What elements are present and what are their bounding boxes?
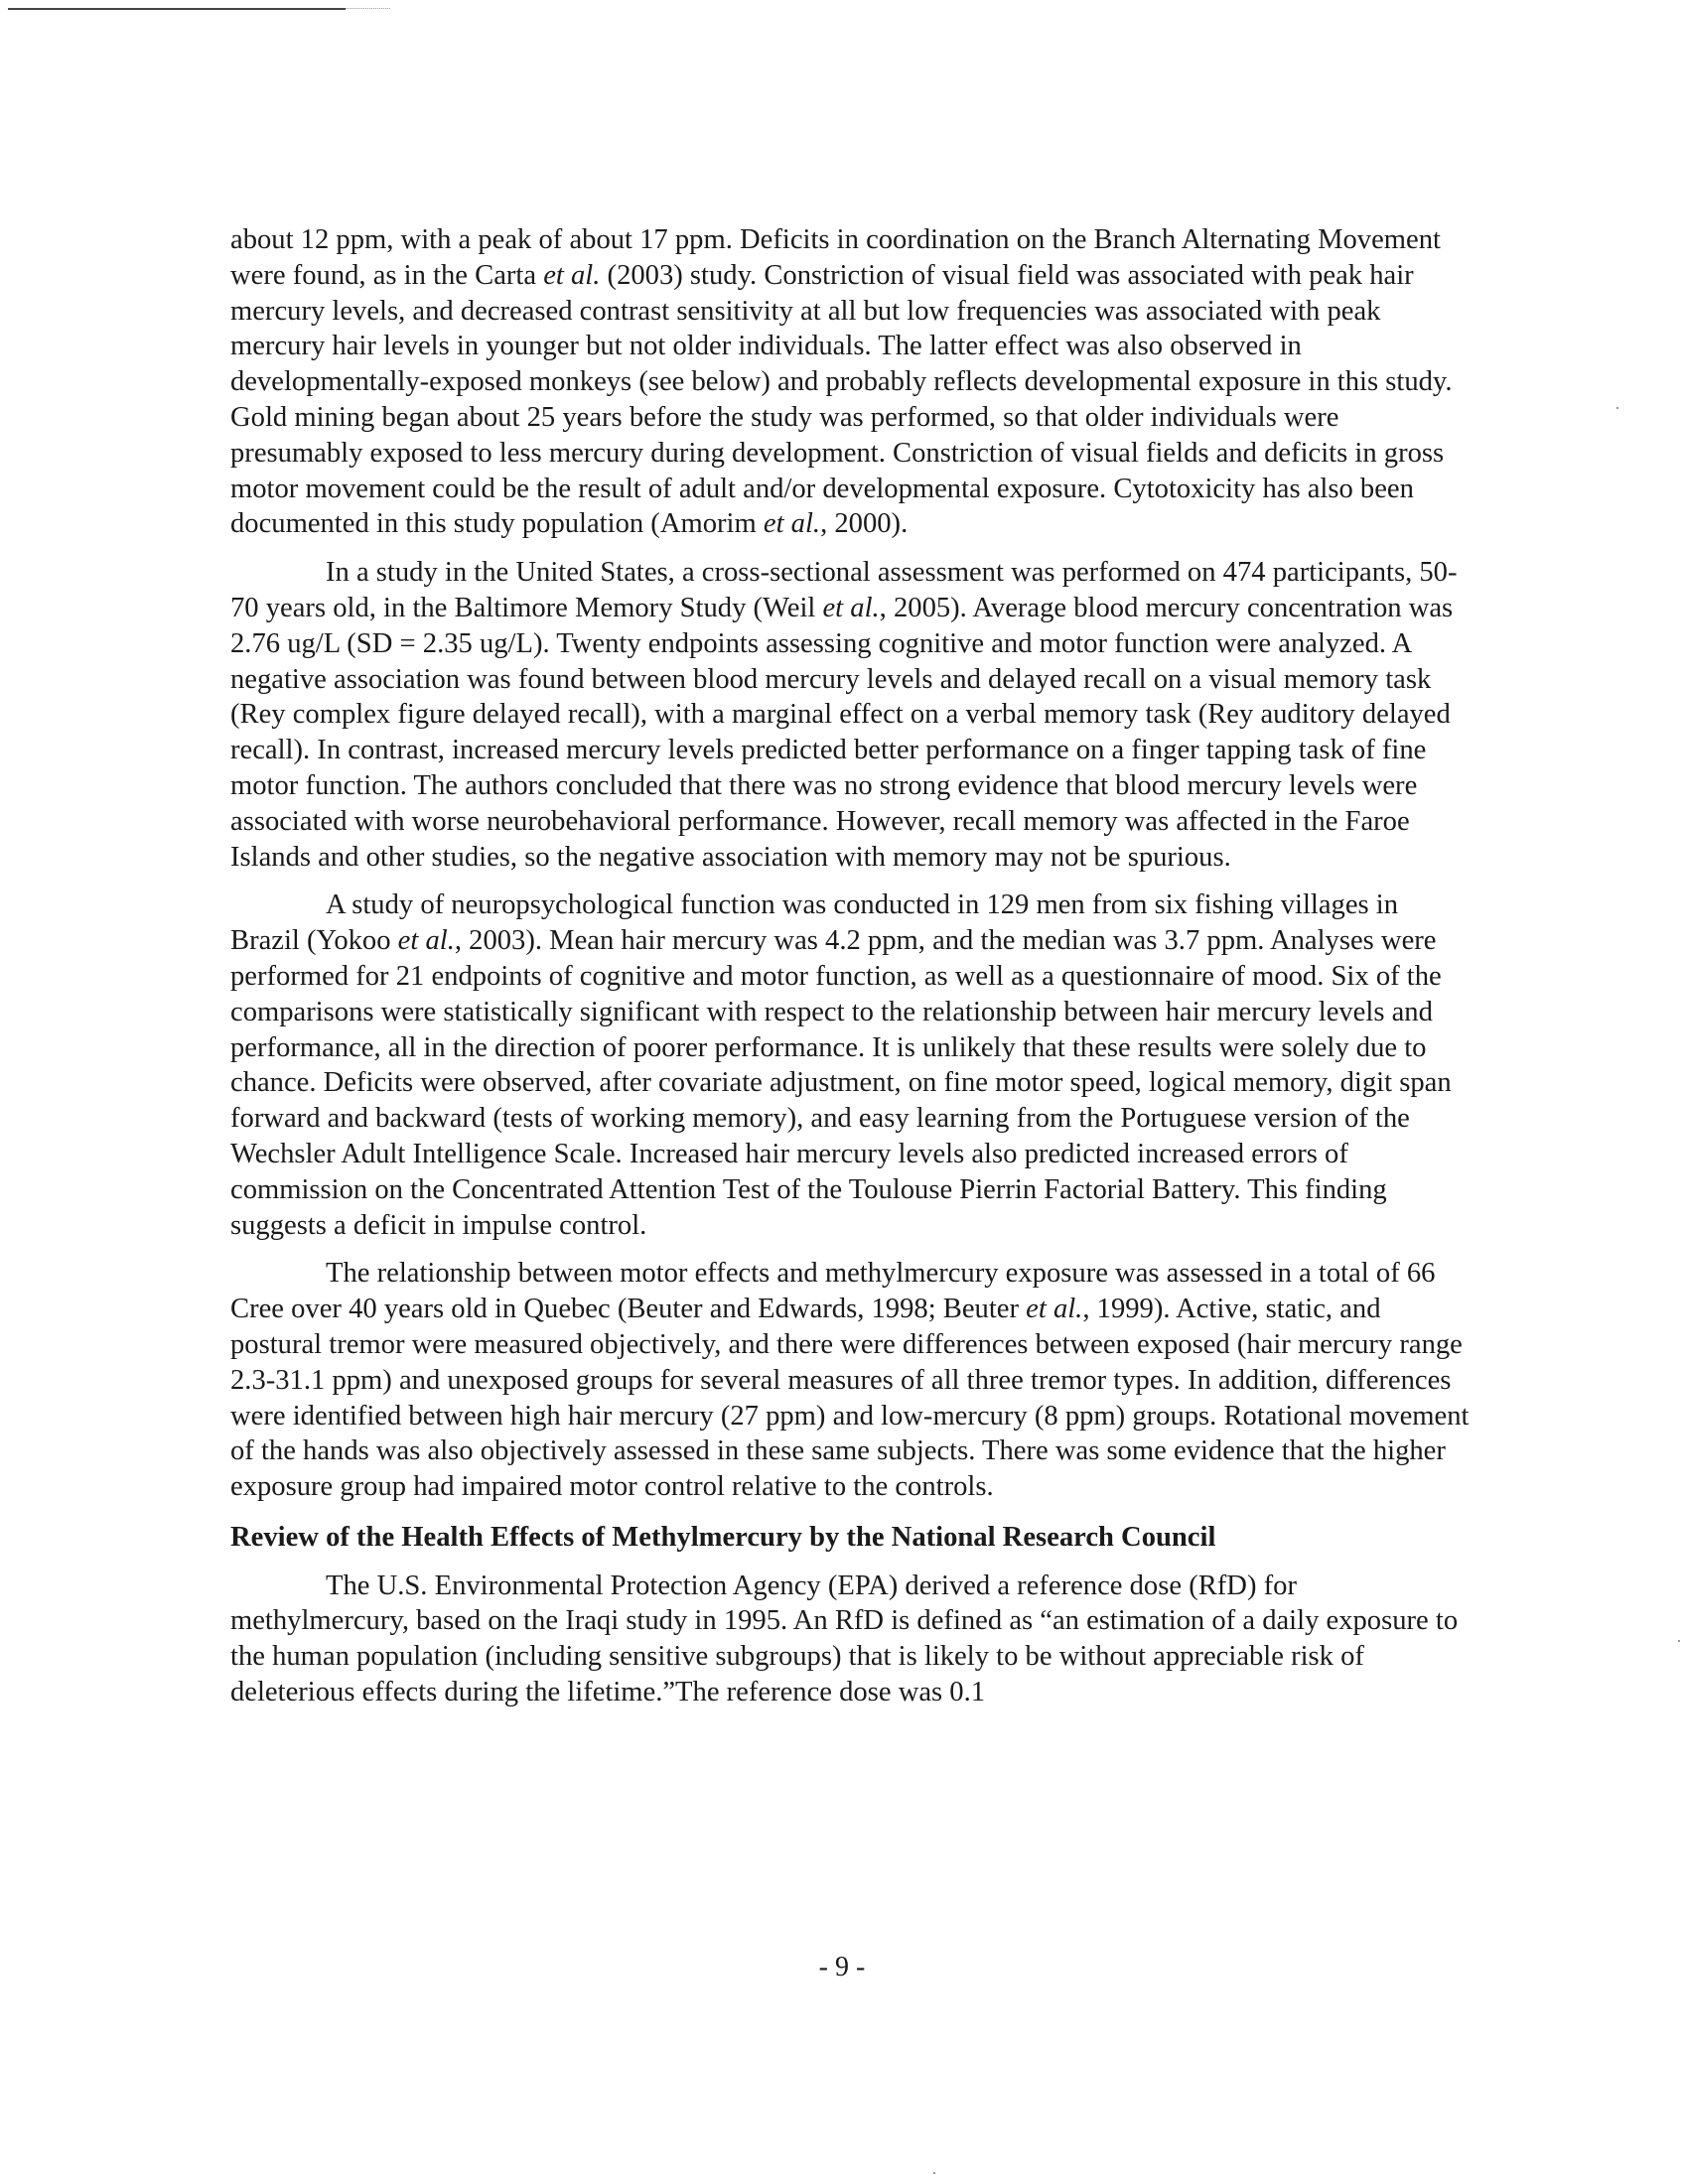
paragraph-text: The U.S. Environmental Protection Agency (EPA) derived a reference dose (RfD) for methylmercury, based on the Iraqi study in 1995. An RfD is defined as “an estimation of a daily exposure to the human population (including sensitive subgroups) that is likely to be without appreciable risk of deleterious effects during the lifetime.”The reference dose was 0.1 xyxy=(230,1570,1459,1708)
paragraph-text: , 2000). xyxy=(820,508,909,540)
scan-speck xyxy=(933,2172,935,2174)
paragraph-p4 xyxy=(230,1256,1470,1505)
paragraph-text: , 2003). Mean hair mercury was 4.2 ppm, and the median was 3.7 ppm. Analyses were performed for 21 endpoints of cognitive and motor function, as well as a questionnaire of mood. Six of the comparisons were statistically significant with respect to the relationship between hair mercury levels and performance, all in the direction of poorer performance. It is unlikely that these results were solely due to chance. Deficits were observed, after covariate adjustment, on fine motor speed, logical memory, digit span forward and backward (tests of working memory), and easy learning from the Portuguese version of the Wechsler Adult Intelligence Scale. Increased hair mercury levels also predicted increased errors of commission on the Concentrated Attention Test of the Toulouse Pierrin Factorial Battery. This finding suggests a deficit in impulse control. xyxy=(230,925,1452,1241)
paragraph-p1 xyxy=(230,222,1470,542)
paragraph-p5 xyxy=(230,1569,1470,1710)
citation-et-al: et al. xyxy=(763,508,821,540)
paragraph-p3 xyxy=(230,887,1470,1243)
section-heading: Review of the Health Effects of Methylmercury by the National Research Council xyxy=(230,1521,1216,1553)
paragraph-text: In a study in the United States, a cross-sectional assessment was performed on 474 participants, 50-70 years old, in the Baltimore Memory Study (Weil xyxy=(230,557,1458,623)
scan-speck xyxy=(1678,1640,1680,1642)
top-rule xyxy=(8,8,346,10)
body-paragraphs-after-heading xyxy=(230,1569,1470,1710)
body-paragraphs xyxy=(230,222,1470,1505)
paragraph-text: , 2005). Average blood mercury concentration was 2.76 ug/L (SD = 2.35 ug/L). Twenty endpoints assessing cognitive and motor function were analyzed. A negative association was found between blood mercury levels and delayed recall on a visual memory task (Rey complex figure delayed recall), with a marginal effect on a verbal memory task (Rey auditory delayed recall). In contrast, increased mercury levels predicted better performance on a finger tapping task of fine motor function. The authors concluded that there was no strong evidence that blood mercury levels were associated with worse neurobehavioral performance. However, recall memory was affected in the Faroe Islands and other studies, so the negative association with memory may not be spurious. xyxy=(230,592,1454,873)
citation-et-al: et al. xyxy=(397,925,455,957)
paragraph-text: (2003) study. Constriction of visual field was associated with peak hair mercury levels, and decreased contrast sensitivity at all but low frequencies was associated with peak mercury hair levels in younger but not older individuals. The latter effect was also observed in developmentally-exposed monkeys (see below) and probably reflects developmental exposure in this study. Gold mining began about 25 years before the study was performed, so that older individuals were presumably exposed to less mercury during development. Constriction of visual fields and deficits in gross motor movement could be the result of adult and/or developmental exposure. Cytotoxicity has also been documented in this study population (Amorim xyxy=(230,259,1453,540)
citation-et-al: et al. xyxy=(1026,1294,1083,1325)
paragraph-p2 xyxy=(230,555,1470,875)
scan-speck xyxy=(1616,407,1618,409)
paragraph-text: about 12 ppm, with a peak of about 17 ppm. Deficits in coordination on the Branch Alternating Movement were found, as in the Carta xyxy=(230,224,1441,291)
page-number: - 9 - xyxy=(818,1952,866,1982)
paragraph-text: , 1999). Active, static, and postural tremor were measured objectively, and there were differences between exposed (hair mercury range 2.3-31.1 ppm) and unexposed groups for several measures of all three tremor types. In addition, differences were identified between high hair mercury (27 ppm) and low-mercury (8 ppm) groups. Rotational movement of the hands was also objectively assessed in these same subjects. There was some evidence that the higher exposure group had impaired motor control relative to the controls. xyxy=(230,1294,1470,1503)
page-body xyxy=(230,222,1470,1710)
citation-et-al: et al. xyxy=(543,259,601,291)
citation-et-al: et al. xyxy=(822,592,880,623)
paragraph-text: The relationship between motor effects and methylmercury exposure was assessed in a total of 66 Cree over 40 years old in Quebec (Beuter and Edwards, 1998; Beuter xyxy=(230,1258,1436,1325)
top-rule-faint xyxy=(346,8,390,10)
paragraph-text: A study of neuropsychological function was conducted in 129 men from six fishing villages in Brazil (Yokoo xyxy=(230,889,1399,957)
